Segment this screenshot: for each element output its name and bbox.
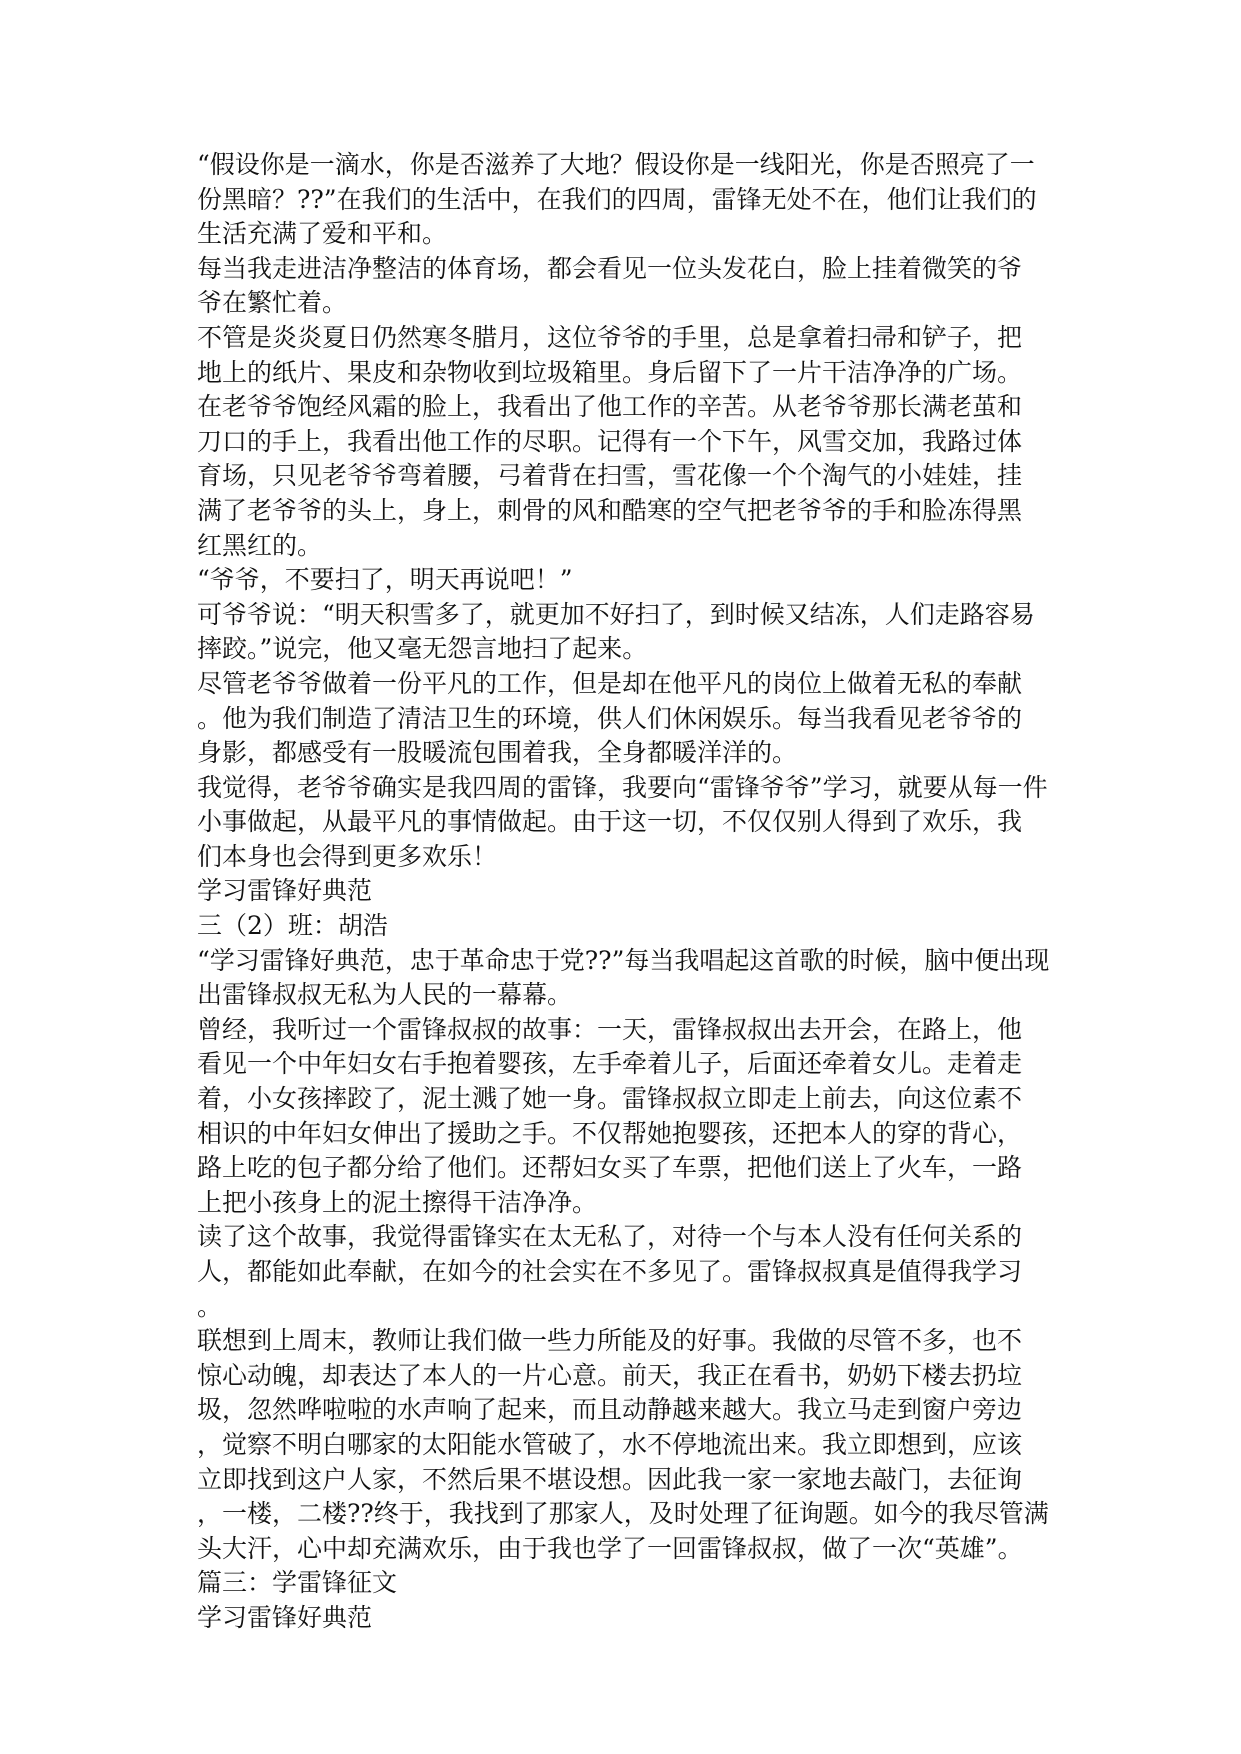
text-line: “爷爷，不要扫了，明天再说吧！” [197,565,573,595]
text-line: 小事做起，从最平凡的事情做起。由于这一切，不仅仅别人得到了欢乐，我 [197,807,1023,837]
text-line: 圾，忽然哗啦啦的水声响了起来，而且动静越来越大。我立马走到窗户旁边 [197,1395,1023,1425]
text-line: 生活充满了爱和平和。 [197,219,448,249]
text-line: 路上吃的包子都分给了他们。还帮妇女买了车票，把他们送上了火车，一路 [197,1153,1023,1183]
text-line: 着，小女孩摔跤了，泥土溅了她一身。雷锋叔叔立即走上前去，向这位素不 [197,1084,1023,1114]
text-line: 在老爷爷饱经风霜的脸上，我看出了他工作的辛苦。从老爷爷那长满老茧和 [197,392,1023,422]
text-line: 摔跤。”说完，他又毫无怨言地扫了起来。 [197,634,648,664]
text-line: 联想到上周末，教师让我们做一些力所能及的好事。我做的尽管不多，也不 [197,1326,1023,1356]
text-line: 可爷爷说：“明天积雪多了，就更加不好扫了，到时候又结冻，人们走路容易 [197,599,1035,629]
text-line: 红黑红的。 [197,530,323,560]
text-line: 头大汗，心中却充满欢乐，由于我也学了一回雷锋叔叔，做了一次“英雄”。 [197,1533,1023,1563]
heading-line: 学习雷锋好典范 [197,876,373,906]
text-line: 尽管老爷爷做着一份平凡的工作，但是却在他平凡的岗位上做着无私的奉献 [197,668,1023,698]
text-line: 每当我走进洁净整洁的体育场，都会看见一位头发花白，脸上挂着微笑的爷 [197,253,1023,283]
text-line: 出雷锋叔叔无私为人民的一幕幕。 [197,980,573,1010]
document-text [197,148,1057,1636]
text-line: 身影，都感受有一股暖流包围着我，全身都暖洋洋的。 [197,738,798,768]
text-line: 立即找到这户人家，不然后果不堪设想。因此我一家一家地去敲门，去征询 [197,1464,1023,1494]
text-line: 相识的中年妇女伸出了援助之手。不仅帮她抱婴孩，还把本人的穿的背心， [197,1118,1023,1148]
text-line: “学习雷锋好典范，忠于革命忠于党??”每当我唱起这首歌的时候，脑中便出现 [197,945,1050,975]
text-line: 惊心动魄，却表达了本人的一片心意。前天，我正在看书，奶奶下楼去扔垃 [197,1360,1023,1390]
text-line: 刀口的手上，我看出他工作的尽职。记得有一个下午，风雪交加，我路过体 [197,426,1023,456]
text-line: 我觉得，老爷爷确实是我四周的雷锋，我要向“雷锋爷爷”学习，就要从每一件 [197,772,1048,802]
text-line: 人，都能如此奉献，在如今的社会实在不多见了。雷锋叔叔真是值得我学习 [197,1257,1023,1286]
text-line: 。 [197,1291,223,1321]
section-heading: 篇三：学雷锋征文 [197,1568,398,1598]
text-line: ，觉察不明白哪家的太阳能水管破了，水不停地流出来。我立即想到，应该 [197,1429,1023,1459]
text-line: 不管是炎炎夏日仍然寒冬腊月，这位爷爷的手里，总是拿着扫帚和铲子，把 [197,322,1023,352]
text-line: 读了这个故事，我觉得雷锋实在太无私了，对待一个与本人没有任何关系的 [197,1222,1023,1252]
text-line: ，一楼，二楼??终于，我找到了那家人，及时处理了征询题。如今的我尽管满 [197,1499,1049,1529]
text-line: 育场，只见老爷爷弯着腰，弓着背在扫雪，雪花像一个个淘气的小娃娃，挂 [197,461,1023,491]
text-line: 满了老爷爷的头上，身上，刺骨的风和酷寒的空气把老爷爷的手和脸冻得黑 [197,495,1023,525]
text-line: 。他为我们制造了清洁卫生的环境，供人们休闲娱乐。每当我看见老爷爷的 [197,703,1023,733]
text-line: “假设你是一滴水，你是否滋养了大地？假设你是一线阳光，你是否照亮了一 [197,150,1035,179]
text-line: 们本身也会得到更多欢乐！ [197,841,498,871]
text-line: 地上的纸片、果皮和杂物收到垃圾箱里。身后留下了一片干洁净净的广场。 [197,357,1023,387]
text-line: 看见一个中年妇女右手抱着婴孩，左手牵着儿子，后面还牵着女儿。走着走 [197,1049,1023,1079]
text-line: 爷在繁忙着。 [197,288,348,318]
text-line: 曾经，我听过一个雷锋叔叔的故事：一天，雷锋叔叔出去开会，在路上，他 [197,1014,1023,1044]
heading-line: 学习雷锋好典范 [197,1602,373,1632]
author-line: 三（2）班：胡浩 [197,911,388,941]
text-line: 上把小孩身上的泥土擦得干洁净净。 [197,1187,598,1217]
text-line: 份黑暗？??”在我们的生活中，在我们的四周，雷锋无处不在，他们让我们的 [197,184,1037,214]
